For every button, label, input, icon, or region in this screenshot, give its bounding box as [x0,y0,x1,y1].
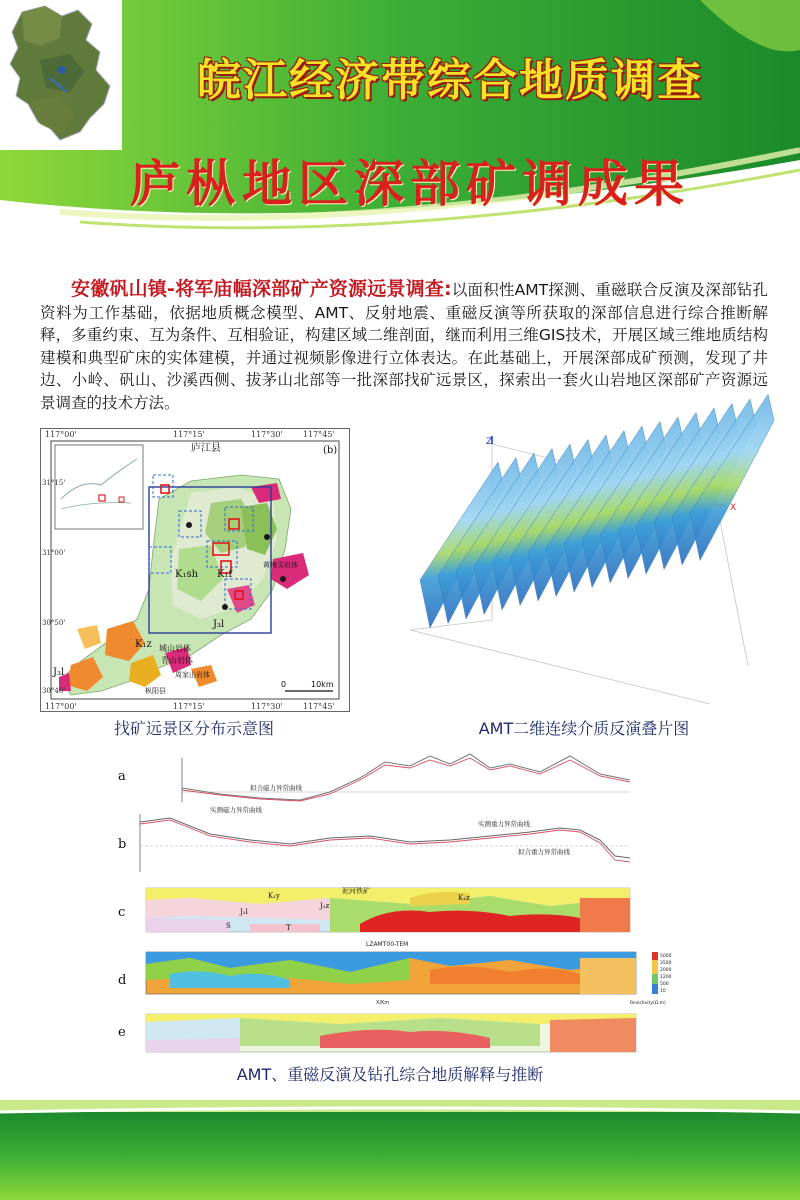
section-d-xlabel: X/Km [376,1000,390,1006]
rock-label-zhoujiashan: 周家山岩体 [175,671,210,679]
section-label-s: S [226,922,231,930]
section-label-t: T [286,924,291,932]
section-label-k1z: K₁z [458,894,470,902]
footer-band [0,1100,800,1200]
integrated-profile-figure [110,748,670,1060]
figure3-caption: AMT、重磁反演及钻孔综合地质解释与推断 [236,1065,544,1084]
amt-slices-figure [400,430,768,710]
panel-label: (b) [323,445,338,456]
top-tick-4: 117°45' [303,430,335,439]
unit-label-k1f: K₁f [217,569,233,580]
z-axis-label: Z [486,437,493,447]
intro-body: 以面积性AMT探测、重磁联合反演及深部钻孔资料为工作基础，依据地质概念模型、AMT、反射地震、重磁反演等所获取的深部信息进行综合推断解释，多重约束、互为条件、互相验证，构建区域二维剖面，继而利用三维GIS技术，开展区域三维地质结构建模和典型矿床的实体建模，并通过视频影像进行立体表达。在此基础上，开展深部成矿预测，发现了井边、小岭、矾山、沙溪西侧、拔茅山北部等一批深部找矿远景区，探索出一套火山岩地区深部矿产资源远景调查的技术方法。 [40,281,768,412]
unit-label-k1z: K₁z [135,639,152,650]
bottom-tick-4: 117°45' [303,702,335,711]
curve-label-a2: 实测磁力异常曲线 [210,806,262,814]
curve-label-b1: 实测重力异常曲线 [478,820,530,828]
scale-label: 10km [311,680,334,689]
integrated-profile [110,748,670,1060]
legend-value-5: 500 [660,982,669,987]
rock-label-chengshan: 城山岩体 [159,644,191,653]
top-tick-3: 117°30' [251,430,283,439]
sub-title: 庐枞地区深部矿调成果 [130,155,690,213]
legend-value-2: 3500 [660,961,672,966]
panel-label-c: c [118,905,126,920]
left-tick-4: 30°40' [42,687,66,695]
prospect-map-figure [40,428,350,712]
left-tick-2: 31°00' [42,549,66,557]
legend-value-4: 1200 [660,975,672,980]
panel-label-e: e [118,1025,126,1040]
rock-label-huangmeijian: 黄梅尖岩体 [263,561,298,569]
legend-value-6: 10 [660,989,666,994]
panel-label-b: b [118,837,127,852]
unit-label-k1sh: K₁sh [175,569,199,580]
county-label: 庐江县 [191,443,221,454]
slice-group [420,395,774,629]
bottom-tick-1: 117°00' [45,702,77,711]
top-tick-1: 117°00' [45,430,77,439]
intro-highlight: 安徽矾山镇-将军庙幅深部矿产资源远景调查: [71,278,452,300]
location-inset [55,445,143,529]
curve-label-a1: 拟合磁力异常曲线 [250,784,302,792]
figure2-caption: AMT二维连续介质反演叠片图 [478,719,690,738]
legend-value-3: 2000 [660,968,672,973]
unit-label-j3l: J₃l [53,667,65,678]
panel-label-d: d [118,973,127,988]
scale-zero: 0 [281,680,287,689]
rock-label-qingshan: 青山岩体 [161,656,193,665]
curve-label-b2: 拟合重力异常曲线 [518,848,570,856]
main-title: 皖江经济带综合地质调查 [197,55,703,106]
left-tick-1: 31°15' [42,479,66,487]
top-tick-2: 117°15' [173,430,205,439]
intro-paragraph [40,278,768,414]
unit-label-j3l-2: J₃l [213,619,225,630]
bottom-tick-2: 117°15' [173,702,205,711]
rock-label-zongyang: 枞阳县 [145,687,166,695]
section-label-j3z: J₃z [320,902,330,910]
legend-title: Resistivity(Ω.m) [630,1001,666,1006]
amt-slices [400,430,768,710]
section-d-title: LZAMT00-TEM [366,941,409,948]
section-label-nihe: 泥河铁矿 [342,887,370,895]
section-label-j3l: J₃l [240,908,248,916]
prospect-map [41,429,349,711]
legend-value-1: 5000 [660,954,672,959]
header-banner [0,0,800,262]
section-label-k1y: K₁y [268,892,280,900]
x-axis-label: X [730,503,737,513]
figure1-caption: 找矿远景区分布示意图 [113,719,274,738]
left-tick-3: 30°50' [42,619,66,627]
bottom-tick-3: 117°30' [251,702,283,711]
panel-label-a: a [118,769,126,784]
